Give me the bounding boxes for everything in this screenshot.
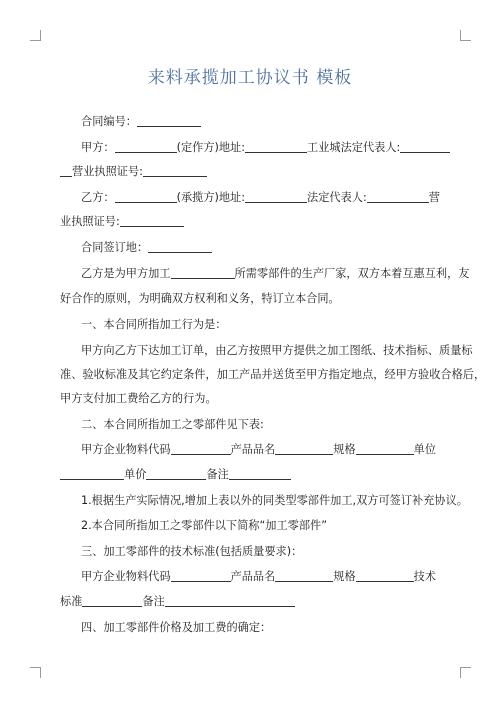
s2-unit-label: 单位: [413, 443, 437, 456]
s2-remark-label: 备注: [206, 468, 229, 481]
s3-standard-blank: [82, 595, 142, 607]
section-1-line-1: 甲方向乙方下达加工订单，由乙方按照甲方提供之加工图纸、技术指标、质量标: [81, 344, 473, 357]
party-a-label: 甲方：: [81, 141, 115, 154]
section-4-heading: 四、加工零部件价格及加工费的确定：: [81, 621, 272, 634]
party-b-license-line: [60, 215, 440, 229]
crop-mark-top-right: [460, 30, 471, 41]
section-2-table-line-1: [60, 443, 461, 457]
party-b-name-blank: [115, 191, 177, 203]
intro-part-2: 所需零部件的生产厂家，双方本着互惠互利，友: [234, 267, 470, 280]
crop-mark-top-left: [30, 30, 41, 41]
party-b-license-blank: [120, 215, 184, 227]
party-a-rep-blank: [400, 141, 450, 153]
s2-name-label: 产品品名: [230, 443, 276, 456]
intro-line-1: [60, 267, 470, 281]
party-a-line: [60, 141, 461, 155]
document-title: 来料承揽加工协议书 模板: [147, 68, 353, 88]
party-a-rep-label: 工业城法定代表人:: [307, 141, 401, 154]
s2-code-blank: [171, 443, 231, 455]
crop-mark-bottom-right: [460, 667, 471, 678]
s2-spec-blank: [356, 443, 414, 455]
party-b-license-part2: 业执照证号:: [60, 215, 120, 228]
section-3-heading: 三、加工零部件的技术标准(包括质量要求)：: [81, 545, 303, 558]
intro-blank: [171, 267, 235, 279]
party-b-label: 乙方：: [81, 191, 115, 204]
party-a-license-lead-blank: [60, 165, 72, 177]
s3-remark-label: 备注: [142, 595, 165, 608]
sign-place-blank: [148, 241, 212, 253]
section-3-table-line-2: [60, 595, 440, 609]
s3-name-label: 产品品名: [230, 570, 276, 583]
section-2-heading: 二、本合同所指加工之零部件见下表:: [81, 418, 264, 431]
section-2-note-2: 2.本合同所指加工之零部件以下简称“加工零部件”: [81, 519, 328, 532]
crop-mark-bottom-left: [30, 667, 41, 678]
party-a-role: (定作方)地址:: [176, 141, 246, 154]
s3-tech-label: 技术: [413, 570, 437, 583]
party-a-license-label: 营业执照证号:: [72, 165, 143, 178]
s2-name-blank: [275, 443, 333, 455]
s2-price-blank: [146, 468, 206, 480]
section-2-note-1: 1.根据生产实际情况,增加上表以外的同类型零部件加工,双方可签订补充协议。: [81, 494, 468, 507]
party-b-license-part1: 营: [428, 191, 440, 204]
s2-spec-label: 规格: [333, 443, 356, 456]
party-a-license-line: [60, 165, 440, 179]
section-1-heading: 一、本合同所指加工行为是：: [81, 318, 227, 331]
party-b-rep-blank: [367, 191, 429, 203]
section-3-table-line-1: [60, 570, 461, 584]
s3-code-blank: [171, 570, 231, 582]
s2-unit-blank: [60, 468, 124, 480]
contract-number-label: 合同编号：: [81, 115, 137, 128]
sign-place-line: [60, 241, 461, 255]
s3-standard-label: 标准: [60, 595, 83, 608]
section-2-table-line-2: [60, 468, 440, 482]
s2-remark-blank: [229, 468, 291, 480]
party-b-role: (承揽方)地址:: [176, 191, 246, 204]
s3-code-label: 甲方企业物料代码: [81, 570, 171, 583]
section-1-line-3: 甲方支付加工费给乙方的行为。: [60, 392, 217, 405]
s3-spec-label: 规格: [333, 570, 356, 583]
s2-price-label: 单价: [124, 468, 147, 481]
intro-part-1: 乙方是为甲方加工: [81, 267, 171, 280]
intro-line-2: 好合作的原则，为明确双方权利和义务，特订立本合同。: [60, 292, 340, 305]
contract-number-line: [60, 115, 461, 129]
contract-number-blank: [137, 115, 201, 127]
sign-place-label: 合同签订地：: [81, 241, 149, 254]
party-b-address-blank: [245, 191, 307, 203]
party-a-address-blank: [245, 141, 307, 153]
s3-remark-blank: [165, 595, 295, 607]
s2-code-label: 甲方企业物料代码: [81, 443, 171, 456]
party-b-line: [60, 191, 461, 205]
party-a-name-blank: [115, 141, 177, 153]
s3-spec-blank: [356, 570, 414, 582]
party-b-rep-label: 法定代表人:: [307, 191, 367, 204]
s3-name-blank: [275, 570, 333, 582]
section-1-line-2: 准、验收标准及其它约定条件，加工产品并送货至甲方指定地点，经甲方验收合格后，: [60, 368, 486, 381]
party-a-license-blank: [143, 165, 207, 177]
